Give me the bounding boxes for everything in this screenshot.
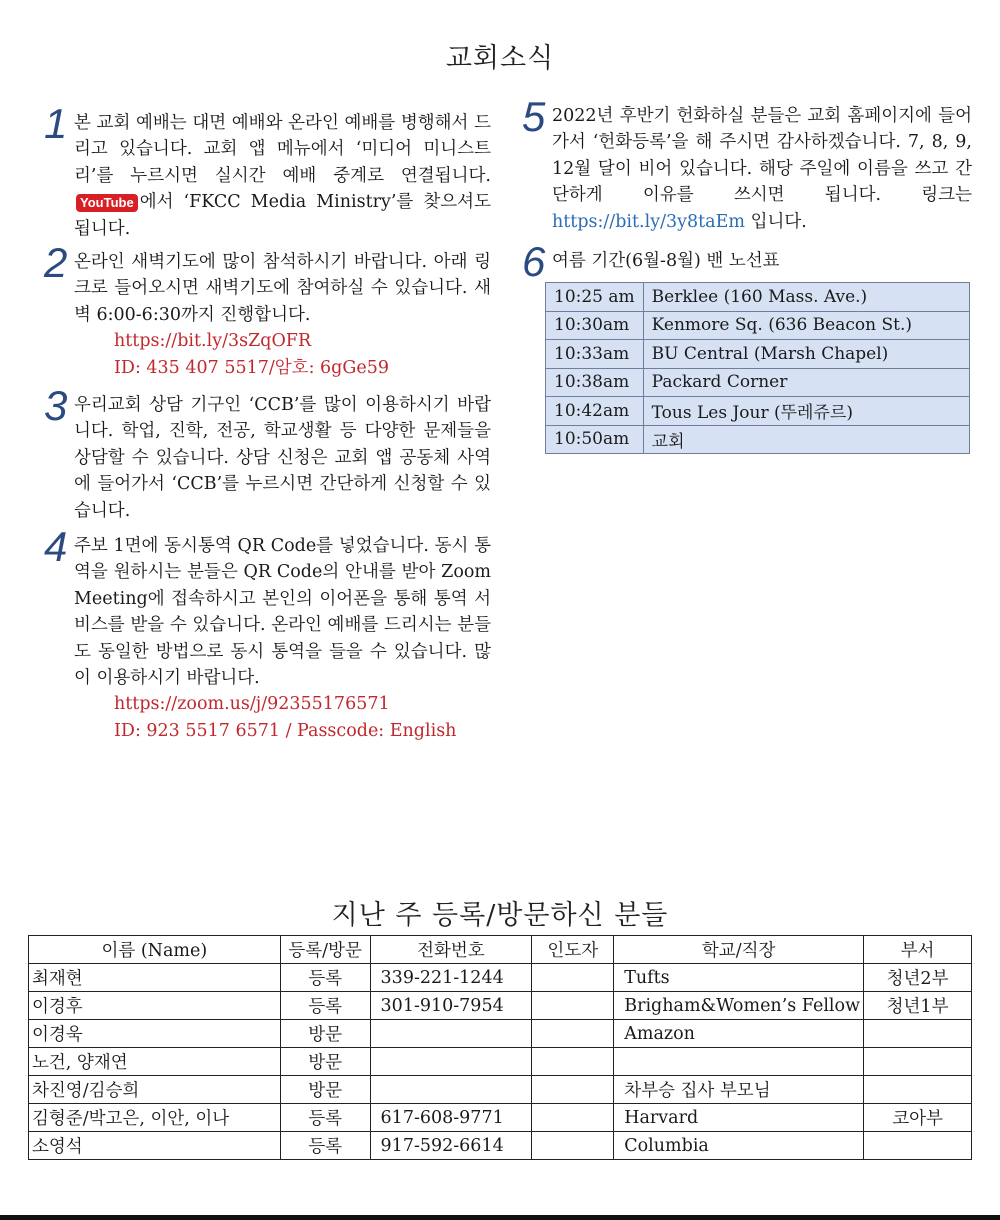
zoom-link[interactable]: https://zoom.us/j/92355176571	[114, 694, 390, 715]
cell-type: 방문	[280, 1048, 370, 1076]
table-row	[546, 311, 970, 340]
item-number: 4	[44, 523, 68, 570]
cell-dept	[864, 1076, 972, 1104]
table-row	[546, 283, 970, 312]
bus-time: 10:25 am	[546, 283, 644, 312]
col-header-school: 학교/직장	[614, 936, 864, 964]
col-header-dept: 부서	[864, 936, 972, 964]
cell-guide	[532, 964, 614, 992]
table-row	[29, 1076, 972, 1104]
item-text: 온라인 새벽기도에 많이 참석하시기 바랍니다. 아래 링크로 들어오시면 새벽기도에 참여하실 수 있습니다. 새벽 6:00-6:30까지 진행합니다.	[74, 252, 491, 325]
item-text: 우리교회 상담 기구인 ‘CCB’를 많이 이용하시기 바랍니다. 학업, 진학, 전공, 학교생활 등 다양한 문제들을 상담할 수 있습니다. 상담 신청은 교회 앱 공동체 사역에 들어가서 ‘CCB’를 누르시면 간단하게 신청할 수 있습니다.	[74, 395, 491, 521]
cell-guide	[532, 1132, 614, 1160]
visitors-title: 지난 주 등록/방문하신 분들	[331, 900, 669, 931]
prayer-id-line: ID: 435 407 5517/암호: 6gGe59	[114, 357, 389, 378]
cell-guide	[532, 1104, 614, 1132]
notice-item-5	[522, 93, 972, 235]
table-row	[546, 368, 970, 397]
cell-phone	[370, 1020, 532, 1048]
item-number: 5	[522, 93, 546, 140]
cell-dept: 코아부	[864, 1104, 972, 1132]
col-header-guide: 인도자	[532, 936, 614, 964]
item-text: 주보 1면에 동시통역 QR Code를 넣었습니다. 동시 통역을 원하시는 분들은 QR Code의 안내를 받아 Zoom Meeting에 접속하시고 본인의 이어폰을 통해 통역 서비스를 받을 수 있습니다. 온라인 예배를 드리시는 분들도 동일한 방법으로 동시 통역을 들을 수 있습니다. 많이 이용하시기 바랍니다.	[74, 536, 491, 689]
item-text-cont: 입니다.	[750, 211, 807, 232]
zoom-id-line: ID: 923 5517 6571 / Passcode: English	[114, 720, 457, 741]
item-number: 1	[44, 100, 68, 147]
bus-stop: BU Central (Marsh Chapel)	[643, 340, 969, 369]
cell-school: Amazon	[614, 1020, 864, 1048]
col-header-type: 등록/방문	[280, 936, 370, 964]
van-schedule-table	[545, 282, 970, 454]
cell-name: 최재현	[29, 964, 281, 992]
cell-phone: 917-592-6614	[370, 1132, 532, 1160]
cell-phone	[370, 1048, 532, 1076]
cell-dept: 청년2부	[864, 964, 972, 992]
cell-name: 소영석	[29, 1132, 281, 1160]
cell-phone: 617-608-9771	[370, 1104, 532, 1132]
cell-guide	[532, 1076, 614, 1104]
cell-school: Columbia	[614, 1132, 864, 1160]
cell-guide	[532, 1048, 614, 1076]
cell-school	[614, 1048, 864, 1076]
item-text: 여름 기간(6월-8월) 밴 노선표	[552, 251, 780, 271]
bottom-divider	[0, 1215, 1000, 1220]
col-header-name: 이름 (Name)	[29, 936, 281, 964]
bus-stop: 교회	[643, 425, 969, 454]
cell-name: 김형준/박고은, 이안, 이나	[29, 1104, 281, 1132]
table-row	[29, 992, 972, 1020]
flower-link[interactable]: https://bit.ly/3y8taEm	[552, 211, 745, 232]
cell-type: 등록	[280, 1132, 370, 1160]
cell-name: 이경욱	[29, 1020, 281, 1048]
cell-type: 등록	[280, 992, 370, 1020]
table-header-row	[29, 936, 972, 964]
bus-time: 10:38am	[546, 368, 644, 397]
notice-item-4	[44, 523, 491, 744]
table-row	[29, 1048, 972, 1076]
cell-school: Tufts	[614, 964, 864, 992]
item-number: 3	[44, 382, 68, 429]
cell-name: 차진영/김승희	[29, 1076, 281, 1104]
cell-phone	[370, 1076, 532, 1104]
cell-guide	[532, 1020, 614, 1048]
bus-time: 10:50am	[546, 425, 644, 454]
youtube-logo-icon: YouTube	[76, 194, 138, 212]
cell-type: 등록	[280, 964, 370, 992]
cell-phone: 301-910-7954	[370, 992, 532, 1020]
notice-item-2	[44, 239, 491, 381]
cell-dept: 청년1부	[864, 992, 972, 1020]
item-text: 2022년 후반기 헌화하실 분들은 교회 홈페이지에 들어가서 ‘헌화등록’을 해 주시면 감사하겠습니다. 7, 8, 9, 12월 달이 비어 있습니다. 해당 주일에 이름을 쓰고 간단하게 이유를 쓰시면 됩니다. 링크는	[552, 106, 972, 206]
cell-type: 방문	[280, 1076, 370, 1104]
table-row	[29, 1020, 972, 1048]
cell-school: Brigham&Women’s Fellow	[614, 992, 864, 1020]
item-text: 본 교회 예배는 대면 예배와 온라인 예배를 병행해서 드리고 있습니다. 교회 앱 메뉴에서 ‘미디어 미니스트리’를 누르시면 실시간 예배 중계로 연결됩니다.	[74, 113, 491, 186]
bus-time: 10:30am	[546, 311, 644, 340]
cell-phone: 339-221-1244	[370, 964, 532, 992]
page-title: 교회소식	[445, 43, 555, 74]
bus-time: 10:33am	[546, 340, 644, 369]
bus-stop: Berklee (160 Mass. Ave.)	[643, 283, 969, 312]
notice-item-3	[44, 382, 491, 524]
cell-name: 이경후	[29, 992, 281, 1020]
col-header-phone: 전화번호	[370, 936, 532, 964]
cell-type: 방문	[280, 1020, 370, 1048]
table-row	[546, 340, 970, 369]
cell-dept	[864, 1048, 972, 1076]
item-number: 6	[522, 238, 546, 285]
notice-item-1	[44, 100, 491, 242]
bus-stop: Packard Corner	[643, 368, 969, 397]
item-number: 2	[44, 239, 68, 286]
table-row	[29, 1104, 972, 1132]
cell-name: 노건, 양재연	[29, 1048, 281, 1076]
item-text-cont: 에서 ‘FKCC Media Ministry’를 찾으셔도 됩니다.	[74, 192, 491, 239]
prayer-link[interactable]: https://bit.ly/3sZqOFR	[114, 331, 312, 352]
cell-guide	[532, 992, 614, 1020]
visitors-table	[28, 935, 972, 1160]
table-row	[29, 1132, 972, 1160]
bus-stop: Kenmore Sq. (636 Beacon St.)	[643, 311, 969, 340]
table-row	[546, 397, 970, 426]
table-row	[546, 425, 970, 454]
cell-dept	[864, 1132, 972, 1160]
notice-item-6	[522, 238, 972, 285]
bus-stop: Tous Les Jour (뚜레쥬르)	[643, 397, 969, 426]
cell-school: Harvard	[614, 1104, 864, 1132]
cell-school: 차부승 집사 부모님	[614, 1076, 864, 1104]
cell-dept	[864, 1020, 972, 1048]
bus-time: 10:42am	[546, 397, 644, 426]
table-row	[29, 964, 972, 992]
cell-type: 등록	[280, 1104, 370, 1132]
